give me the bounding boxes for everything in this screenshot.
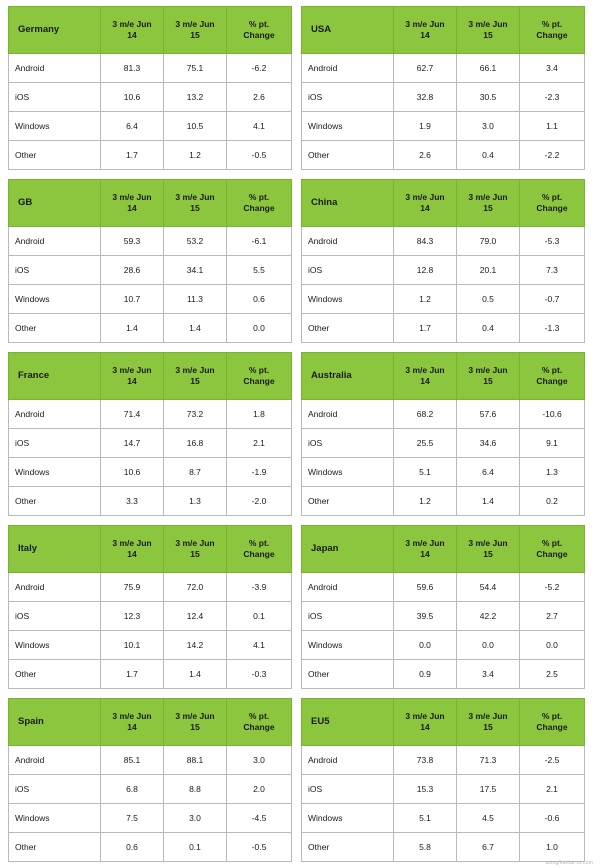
os-label: Android [9, 746, 101, 775]
change-header: % pt. Change [520, 7, 585, 54]
os-label: Other [9, 833, 101, 862]
value-change: 4.1 [227, 112, 292, 141]
value-period-1: 59.3 [101, 227, 164, 256]
value-change: 4.1 [227, 631, 292, 660]
os-label: iOS [302, 775, 394, 804]
table-row [302, 487, 585, 516]
table-row [9, 775, 292, 804]
os-label: Windows [302, 112, 394, 141]
value-period-1: 68.2 [394, 400, 457, 429]
os-label: Windows [9, 112, 101, 141]
change-header: % pt. Change [227, 353, 292, 400]
os-label: iOS [9, 429, 101, 458]
period-1-header: 3 m/e Jun 14 [394, 526, 457, 573]
value-change: -6.1 [227, 227, 292, 256]
table-row [302, 141, 585, 170]
change-header: % pt. Change [227, 526, 292, 573]
country-name: France [9, 353, 101, 400]
value-change: 0.2 [520, 487, 585, 516]
value-period-2: 4.5 [457, 804, 520, 833]
table-row [9, 227, 292, 256]
value-change: -2.0 [227, 487, 292, 516]
table-header-row [302, 353, 585, 400]
value-period-2: 71.3 [457, 746, 520, 775]
os-label: Android [9, 400, 101, 429]
value-change: -2.5 [520, 746, 585, 775]
value-change: -10.6 [520, 400, 585, 429]
table-row [9, 602, 292, 631]
table-row [302, 833, 585, 862]
table-row [9, 141, 292, 170]
value-period-1: 84.3 [394, 227, 457, 256]
value-change: -0.5 [227, 141, 292, 170]
table-row [302, 775, 585, 804]
value-change: -1.3 [520, 314, 585, 343]
value-period-1: 2.6 [394, 141, 457, 170]
change-header: % pt. Change [227, 7, 292, 54]
value-change: -4.5 [227, 804, 292, 833]
os-label: Windows [302, 631, 394, 660]
change-header: % pt. Change [520, 526, 585, 573]
change-header: % pt. Change [227, 180, 292, 227]
value-period-1: 1.2 [394, 487, 457, 516]
value-period-1: 6.8 [101, 775, 164, 804]
value-period-1: 12.3 [101, 602, 164, 631]
value-period-1: 62.7 [394, 54, 457, 83]
country-name: Italy [9, 526, 101, 573]
value-period-1: 1.7 [394, 314, 457, 343]
table-row [9, 833, 292, 862]
value-period-2: 6.7 [457, 833, 520, 862]
os-share-table-usa [301, 6, 585, 170]
value-change: 0.0 [227, 314, 292, 343]
os-share-table-china [301, 179, 585, 343]
value-change: 2.0 [227, 775, 292, 804]
value-period-2: 1.3 [164, 487, 227, 516]
value-change: -0.6 [520, 804, 585, 833]
table-header-row [302, 699, 585, 746]
os-label: Other [9, 660, 101, 689]
os-label: iOS [9, 256, 101, 285]
os-share-table-japan [301, 525, 585, 689]
table-row [9, 660, 292, 689]
table-row [302, 227, 585, 256]
os-label: Windows [9, 458, 101, 487]
value-period-2: 54.4 [457, 573, 520, 602]
value-period-2: 11.3 [164, 285, 227, 314]
value-change: 2.5 [520, 660, 585, 689]
os-share-table-germany [8, 6, 292, 170]
country-name: China [302, 180, 394, 227]
table-row [9, 573, 292, 602]
value-change: 1.1 [520, 112, 585, 141]
os-share-table-eu5 [301, 698, 585, 862]
value-period-1: 5.1 [394, 804, 457, 833]
value-period-1: 75.9 [101, 573, 164, 602]
value-period-1: 5.1 [394, 458, 457, 487]
os-label: Other [9, 141, 101, 170]
table-header-row [9, 7, 292, 54]
value-period-2: 73.2 [164, 400, 227, 429]
table-row [302, 400, 585, 429]
os-label: Other [302, 660, 394, 689]
os-label: Other [9, 487, 101, 516]
os-share-table-australia [301, 352, 585, 516]
value-change: 3.4 [520, 54, 585, 83]
period-1-header: 3 m/e Jun 14 [101, 526, 164, 573]
value-period-1: 28.6 [101, 256, 164, 285]
os-share-table-gb [8, 179, 292, 343]
table-row [9, 400, 292, 429]
period-1-header: 3 m/e Jun 14 [101, 7, 164, 54]
value-period-2: 16.8 [164, 429, 227, 458]
os-label: Other [302, 833, 394, 862]
table-header-row [9, 699, 292, 746]
value-change: 1.8 [227, 400, 292, 429]
table-row [302, 285, 585, 314]
os-label: iOS [302, 83, 394, 112]
value-period-2: 79.0 [457, 227, 520, 256]
value-change: -1.9 [227, 458, 292, 487]
table-row [9, 314, 292, 343]
value-period-2: 42.2 [457, 602, 520, 631]
change-header: % pt. Change [520, 353, 585, 400]
value-period-1: 59.6 [394, 573, 457, 602]
table-row [302, 112, 585, 141]
value-period-2: 1.4 [457, 487, 520, 516]
value-period-2: 0.0 [457, 631, 520, 660]
os-label: Windows [9, 804, 101, 833]
value-period-1: 32.8 [394, 83, 457, 112]
country-name: USA [302, 7, 394, 54]
value-change: 2.1 [520, 775, 585, 804]
table-row [302, 256, 585, 285]
os-label: Other [302, 314, 394, 343]
table-header-row [9, 180, 292, 227]
period-1-header: 3 m/e Jun 14 [101, 180, 164, 227]
table-row [9, 256, 292, 285]
os-label: Android [9, 573, 101, 602]
value-change: -3.9 [227, 573, 292, 602]
os-label: iOS [302, 256, 394, 285]
value-change: 2.1 [227, 429, 292, 458]
value-period-1: 12.8 [394, 256, 457, 285]
value-period-1: 1.9 [394, 112, 457, 141]
value-change: -5.3 [520, 227, 585, 256]
table-row [302, 746, 585, 775]
table-row [302, 314, 585, 343]
value-period-2: 14.2 [164, 631, 227, 660]
value-change: 3.0 [227, 746, 292, 775]
table-row [9, 285, 292, 314]
value-period-2: 66.1 [457, 54, 520, 83]
value-period-2: 1.4 [164, 314, 227, 343]
value-period-1: 1.7 [101, 141, 164, 170]
country-name: Spain [9, 699, 101, 746]
table-header-row [9, 526, 292, 573]
value-period-1: 0.0 [394, 631, 457, 660]
os-label: iOS [9, 83, 101, 112]
value-change: -0.7 [520, 285, 585, 314]
os-share-table-france [8, 352, 292, 516]
country-name: Germany [9, 7, 101, 54]
value-period-1: 0.6 [101, 833, 164, 862]
value-change: 1.3 [520, 458, 585, 487]
value-change: -5.2 [520, 573, 585, 602]
value-period-1: 15.3 [394, 775, 457, 804]
period-2-header: 3 m/e Jun 15 [164, 7, 227, 54]
value-period-1: 10.1 [101, 631, 164, 660]
value-period-2: 3.0 [164, 804, 227, 833]
value-change: -6.2 [227, 54, 292, 83]
value-period-1: 10.6 [101, 83, 164, 112]
value-period-2: 3.0 [457, 112, 520, 141]
value-period-2: 72.0 [164, 573, 227, 602]
value-period-2: 3.4 [457, 660, 520, 689]
value-period-2: 75.1 [164, 54, 227, 83]
value-period-2: 6.4 [457, 458, 520, 487]
period-2-header: 3 m/e Jun 15 [457, 353, 520, 400]
value-period-2: 0.4 [457, 141, 520, 170]
period-2-header: 3 m/e Jun 15 [164, 526, 227, 573]
value-period-1: 71.4 [101, 400, 164, 429]
period-1-header: 3 m/e Jun 14 [394, 7, 457, 54]
value-period-2: 1.2 [164, 141, 227, 170]
period-1-header: 3 m/e Jun 14 [394, 699, 457, 746]
value-period-2: 53.2 [164, 227, 227, 256]
os-label: Android [302, 573, 394, 602]
table-header-row [9, 353, 292, 400]
value-period-1: 14.7 [101, 429, 164, 458]
value-change: 2.7 [520, 602, 585, 631]
os-label: Android [302, 54, 394, 83]
value-change: 0.1 [227, 602, 292, 631]
value-period-2: 1.4 [164, 660, 227, 689]
value-period-2: 0.5 [457, 285, 520, 314]
period-1-header: 3 m/e Jun 14 [394, 180, 457, 227]
table-row [9, 54, 292, 83]
value-change: 9.1 [520, 429, 585, 458]
period-2-header: 3 m/e Jun 15 [164, 353, 227, 400]
os-label: Windows [302, 458, 394, 487]
table-row [9, 429, 292, 458]
table-row [302, 83, 585, 112]
os-label: Android [302, 746, 394, 775]
value-period-2: 12.4 [164, 602, 227, 631]
value-change: 0.0 [520, 631, 585, 660]
table-row [9, 487, 292, 516]
value-period-2: 8.8 [164, 775, 227, 804]
table-row [302, 54, 585, 83]
table-row [302, 573, 585, 602]
os-label: Windows [302, 804, 394, 833]
value-period-2: 0.1 [164, 833, 227, 862]
table-header-row [302, 526, 585, 573]
source-watermark: using/kantar-oi.com [545, 860, 593, 866]
os-share-table-spain [8, 698, 292, 862]
value-period-1: 0.9 [394, 660, 457, 689]
value-period-1: 1.7 [101, 660, 164, 689]
period-2-header: 3 m/e Jun 15 [457, 699, 520, 746]
right-column [301, 6, 584, 864]
os-label: Windows [9, 285, 101, 314]
os-label: Other [302, 487, 394, 516]
period-2-header: 3 m/e Jun 15 [164, 180, 227, 227]
table-row [302, 602, 585, 631]
value-change: -2.2 [520, 141, 585, 170]
change-header: % pt. Change [520, 180, 585, 227]
value-period-2: 10.5 [164, 112, 227, 141]
value-period-2: 13.2 [164, 83, 227, 112]
value-period-1: 10.7 [101, 285, 164, 314]
os-label: iOS [9, 775, 101, 804]
value-period-1: 10.6 [101, 458, 164, 487]
value-period-1: 1.2 [394, 285, 457, 314]
value-period-1: 6.4 [101, 112, 164, 141]
period-2-header: 3 m/e Jun 15 [457, 526, 520, 573]
period-1-header: 3 m/e Jun 14 [101, 699, 164, 746]
os-label: iOS [302, 429, 394, 458]
value-period-1: 73.8 [394, 746, 457, 775]
change-header: % pt. Change [227, 699, 292, 746]
country-name: Japan [302, 526, 394, 573]
country-name: EU5 [302, 699, 394, 746]
value-period-2: 34.1 [164, 256, 227, 285]
os-label: Android [302, 227, 394, 256]
value-period-1: 1.4 [101, 314, 164, 343]
period-2-header: 3 m/e Jun 15 [457, 180, 520, 227]
period-2-header: 3 m/e Jun 15 [457, 7, 520, 54]
os-label: Android [302, 400, 394, 429]
value-period-2: 20.1 [457, 256, 520, 285]
value-period-2: 34.6 [457, 429, 520, 458]
os-label: iOS [302, 602, 394, 631]
os-label: iOS [9, 602, 101, 631]
table-row [9, 631, 292, 660]
value-change: -2.3 [520, 83, 585, 112]
country-name: GB [9, 180, 101, 227]
os-label: Windows [302, 285, 394, 314]
os-label: Windows [9, 631, 101, 660]
value-period-2: 57.6 [457, 400, 520, 429]
table-row [9, 458, 292, 487]
table-row [9, 83, 292, 112]
value-change: 1.0 [520, 833, 585, 862]
value-change: -0.3 [227, 660, 292, 689]
change-header: % pt. Change [520, 699, 585, 746]
value-period-2: 0.4 [457, 314, 520, 343]
value-period-1: 85.1 [101, 746, 164, 775]
period-1-header: 3 m/e Jun 14 [101, 353, 164, 400]
value-change: -0.5 [227, 833, 292, 862]
table-row [302, 804, 585, 833]
period-1-header: 3 m/e Jun 14 [394, 353, 457, 400]
value-period-1: 39.5 [394, 602, 457, 631]
table-header-row [302, 180, 585, 227]
value-period-2: 8.7 [164, 458, 227, 487]
value-change: 0.6 [227, 285, 292, 314]
left-column [8, 6, 291, 864]
value-period-1: 5.8 [394, 833, 457, 862]
os-label: Other [302, 141, 394, 170]
table-row [302, 660, 585, 689]
table-row [302, 631, 585, 660]
table-row [302, 458, 585, 487]
os-label: Android [9, 54, 101, 83]
value-period-1: 3.3 [101, 487, 164, 516]
period-2-header: 3 m/e Jun 15 [164, 699, 227, 746]
table-row [9, 112, 292, 141]
table-row [302, 429, 585, 458]
value-period-2: 30.5 [457, 83, 520, 112]
value-period-1: 81.3 [101, 54, 164, 83]
value-change: 7.3 [520, 256, 585, 285]
os-label: Other [9, 314, 101, 343]
value-change: 5.5 [227, 256, 292, 285]
value-period-1: 7.5 [101, 804, 164, 833]
value-period-2: 17.5 [457, 775, 520, 804]
os-share-table-italy [8, 525, 292, 689]
value-period-1: 25.5 [394, 429, 457, 458]
os-label: Android [9, 227, 101, 256]
table-row [9, 746, 292, 775]
table-row [9, 804, 292, 833]
value-change: 2.6 [227, 83, 292, 112]
value-period-2: 88.1 [164, 746, 227, 775]
country-name: Australia [302, 353, 394, 400]
table-header-row [302, 7, 585, 54]
